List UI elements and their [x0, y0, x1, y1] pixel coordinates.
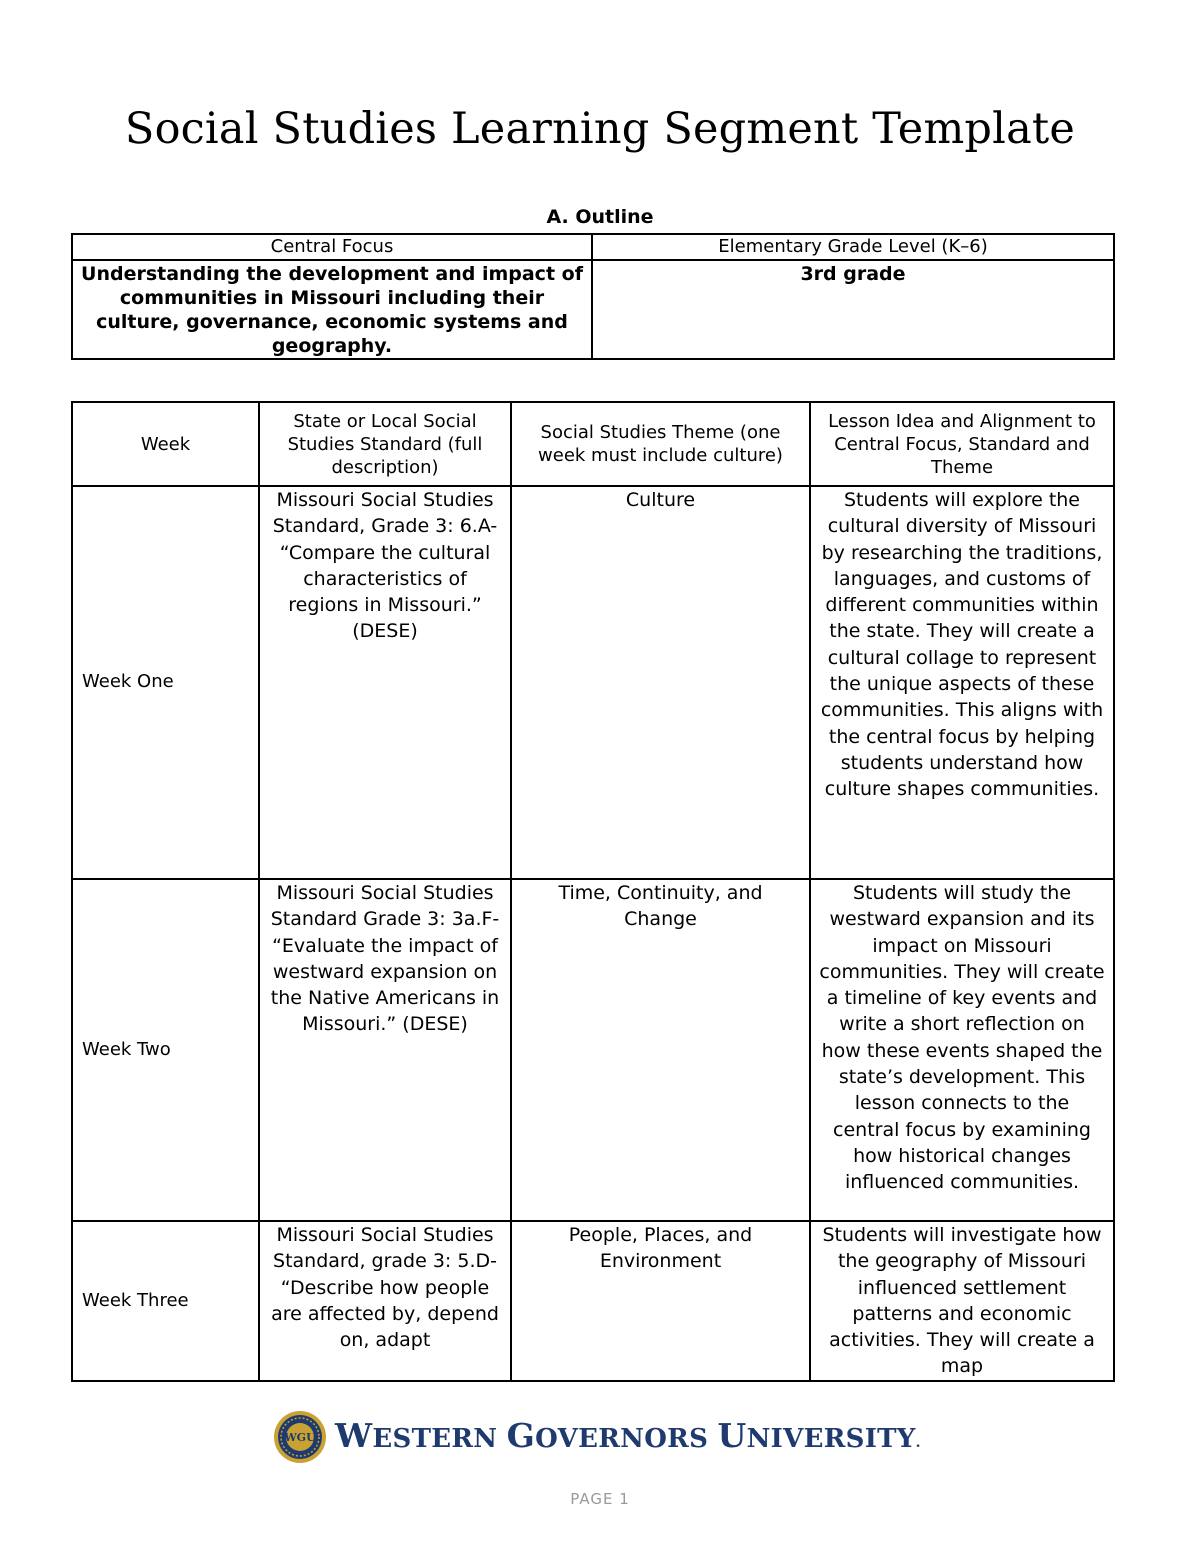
lesson-column-header: Lesson Idea and Alignment to Central Focus, Standard and Theme [810, 402, 1114, 486]
theme-cell: Time, Continuity, and Change [511, 879, 810, 1221]
university-logo [273, 1409, 921, 1465]
table-row [72, 1221, 1114, 1381]
section-heading: A. Outline [546, 206, 654, 228]
document-title: Social Studies Learning Segment Template [124, 104, 1076, 154]
central-focus-text: Understanding the development and impact of communities in Missouri including their culture, governance, economic systems and geography. [72, 260, 592, 359]
week-column-header: Week [72, 402, 259, 486]
theme-column-header: Social Studies Theme (one week must include culture) [511, 402, 810, 486]
outline-header-row [72, 234, 1114, 260]
standard-column-header: State or Local Social Studies Standard (full description) [259, 402, 511, 486]
outline-table [71, 233, 1115, 360]
week-label: Week Three [72, 1221, 259, 1381]
outline-body-row [72, 260, 1114, 359]
table-row [72, 879, 1114, 1221]
week-label: Week Two [72, 879, 259, 1221]
standard-cell: Missouri Social Studies Standard, Grade 3: 6.A- “Compare the cultural characteristics of regions in Missouri.” (DESE) [259, 486, 511, 879]
standard-cell: Missouri Social Studies Standard Grade 3: 3a.F- “Evaluate the impact of westward expansion on the Native Americans in Missouri.” (DESE) [259, 879, 511, 1221]
lesson-cell: Students will explore the cultural diversity of Missouri by researching the traditions, languages, and customs of different communities within the state. They will create a cultural collage to represent the unique aspects of these communities. This aligns with the central focus by helping students understand how culture shapes communities. [810, 486, 1114, 879]
theme-cell: People, Places, and Environment [511, 1221, 810, 1381]
theme-cell: Culture [511, 486, 810, 879]
wgu-seal-icon [273, 1410, 327, 1464]
page-number: PAGE 1 [570, 1490, 630, 1508]
week-label: Week One [72, 486, 259, 879]
lesson-cell: Students will investigate how the geography of Missouri influenced settlement patterns and economic activities. They will create a map [810, 1221, 1114, 1381]
central-focus-header: Central Focus [72, 234, 592, 260]
grade-level-text: 3rd grade [592, 260, 1114, 359]
grade-level-header: Elementary Grade Level (K–6) [592, 234, 1114, 260]
lesson-cell: Students will study the westward expansion and its impact on Missouri communities. They will create a timeline of key events and write a short reflection on how these events shaped the state’s development. This lesson connects to the central focus by examining how historical changes influenced communities. [810, 879, 1114, 1221]
weeks-header-row [72, 402, 1114, 486]
table-row [72, 486, 1114, 879]
seal-initials: WGU [284, 1431, 316, 1444]
weeks-table [71, 401, 1115, 1382]
university-name: WESTERN GOVERNORS UNIVERSITY. [335, 1416, 921, 1455]
standard-cell: Missouri Social Studies Standard, grade 3: 5.D- “Describe how people are affected by, depend on, adapt [259, 1221, 511, 1381]
